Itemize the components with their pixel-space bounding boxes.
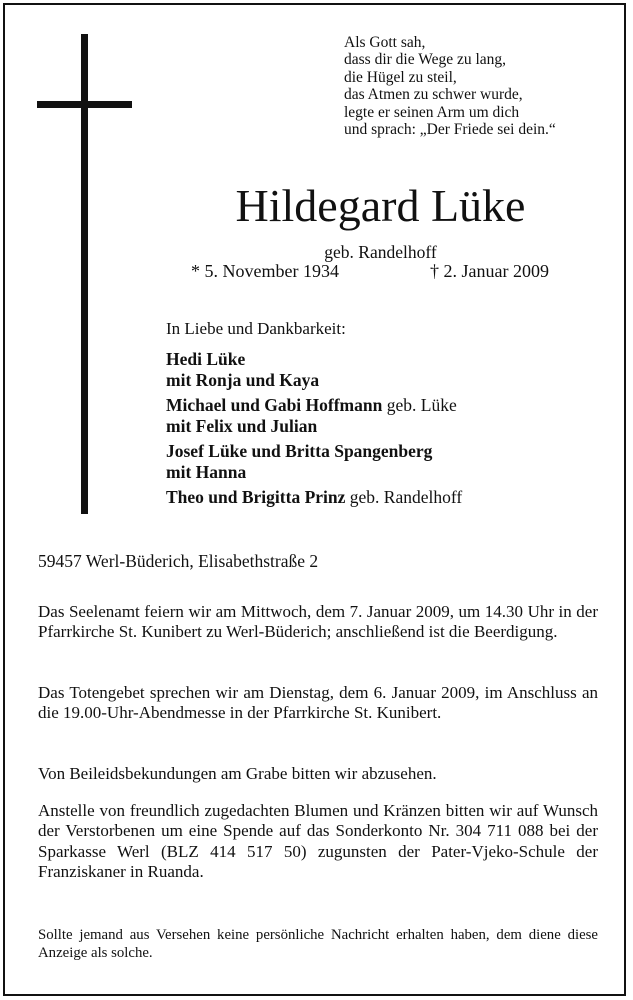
- mourners-list: [166, 349, 462, 512]
- donation-paragraph: Anstelle von freundlich zugedachten Blumen und Kränzen bitten wir auf Wunsch der Verstorbenen um eine Spende auf das Sonderkonto Nr. 304 711 088 bei der Sparkasse Werl (BLZ 414 517 50) zugunsten der Pater-Vjeko-Schule der Franziskaner in Ruanda.: [38, 801, 598, 882]
- mourner-family: mit Felix und Julian: [166, 416, 318, 436]
- mourner-group: [166, 441, 462, 483]
- cross-horizontal-bar: [37, 101, 132, 108]
- mourner-note: geb. Lüke: [382, 395, 457, 415]
- mourner-name: Josef Lüke und Britta Spangenberg: [166, 441, 433, 461]
- mourner-name: Hedi Lüke: [166, 349, 246, 369]
- condolence-paragraph: Von Beileidsbekundungen am Grabe bitten wir abzusehen.: [38, 764, 437, 783]
- birth-name: geb. Randelhoff: [324, 242, 437, 262]
- mourner-name: Michael und Gabi Hoffmann: [166, 395, 383, 415]
- mourner-group: [166, 395, 462, 437]
- death-date: † 2. Januar 2009: [430, 261, 549, 281]
- poem-line: die Hügel zu steil,: [344, 68, 457, 86]
- prayer-paragraph: Das Totengebet sprechen wir am Dienstag, dem 6. Januar 2009, im Anschluss an die 19.00-Uhr-Abendmesse in der Pfarrkirche St. Kunibert.: [38, 683, 598, 723]
- birth-date: * 5. November 1934: [191, 261, 339, 281]
- poem-line: Als Gott sah,: [344, 34, 426, 51]
- poem-line: das Atmen zu schwer wurde,: [344, 86, 523, 104]
- mourner-family: mit Hanna: [166, 462, 247, 482]
- mourner-group: [166, 487, 462, 508]
- deceased-name: Hildegard Lüke: [235, 180, 526, 231]
- poem-line: legte er seinen Arm um dich: [344, 103, 520, 121]
- poem-line: und sprach: „Der Friede sei dein.“: [344, 121, 556, 139]
- mourner-group: [166, 349, 462, 391]
- mourner-family: mit Ronja und Kaya: [166, 370, 320, 390]
- poem-line: dass dir die Wege zu lang,: [344, 51, 507, 69]
- mourner-note: geb. Randelhoff: [345, 487, 463, 507]
- family-address: 59457 Werl-Büderich, Elisabethstraße 2: [38, 551, 319, 571]
- funeral-mass-paragraph: Das Seelenamt feiern wir am Mittwoch, dem 7. Januar 2009, um 14.30 Uhr in der Pfarrkirche St. Kunibert zu Werl-Büderich; anschließend ist die Beerdigung.: [38, 602, 598, 642]
- mourner-name: Theo und Brigitta Prinz: [166, 487, 346, 507]
- notice-paragraph: Sollte jemand aus Versehen keine persönliche Nachricht erhalten haben, dem diene diese Anzeige als solche.: [38, 927, 598, 961]
- mourners-intro: In Liebe und Dankbarkeit:: [166, 319, 346, 338]
- poem: [344, 34, 556, 138]
